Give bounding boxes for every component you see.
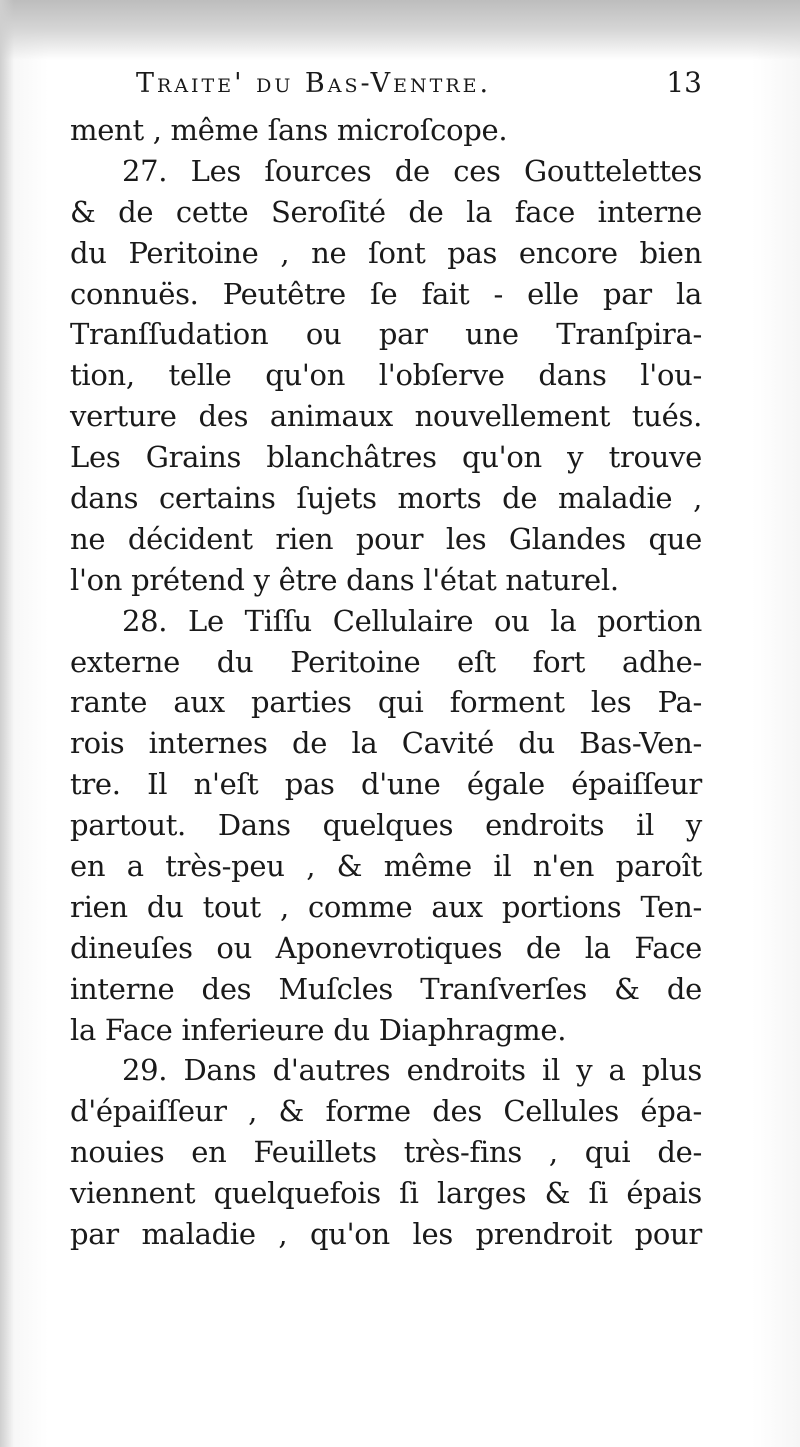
text-line: ment , même ſans microſcope. bbox=[70, 113, 508, 147]
text-line: Tranſſudation ou par une Tranſpira- bbox=[70, 317, 702, 352]
text-line: 29. Dans d'autres endroits il y a plus bbox=[122, 1053, 702, 1088]
running-head bbox=[70, 66, 702, 110]
text-line: connuës. Peutêtre ſe fait - elle par la bbox=[70, 276, 702, 311]
text-line: d'épaiſſeur , & forme des Cellules épa- bbox=[70, 1094, 702, 1129]
text-line: 28. Le Tiſſu Cellulaire ou la portion bbox=[122, 603, 702, 638]
text-line: rien du tout , comme aux portions Ten- bbox=[70, 889, 702, 924]
text-line: & de cette Seroſité de la face interne bbox=[70, 194, 702, 229]
page-number: 13 bbox=[666, 66, 702, 99]
torn-top-edge bbox=[0, 0, 800, 60]
text-line: verture des animaux nouvellement tués. bbox=[70, 399, 702, 434]
text-line: par maladie , qu'on les prendroit pour bbox=[70, 1217, 702, 1252]
page-left-shadow bbox=[0, 0, 14, 1447]
text-line: tion, telle qu'on l'obſerve dans l'ou- bbox=[70, 358, 702, 393]
text-line: externe du Peritoine eſt fort adhe- bbox=[70, 644, 702, 679]
text-line: l'on prétend y être dans l'état naturel. bbox=[70, 562, 619, 597]
text-line: nouies en Feuillets très-fins , qui de- bbox=[70, 1135, 702, 1170]
text-line: du Peritoine , ne ſont pas encore bien bbox=[70, 235, 702, 270]
text-line: rante aux parties qui forment les Pa- bbox=[70, 685, 702, 720]
text-line: Les Grains blanchâtres qu'on y trouve bbox=[70, 440, 702, 475]
text-line: dineuſes ou Aponevrotiques de la Face bbox=[70, 930, 702, 965]
text-line: interne des Muſcles Tranſverſes & de bbox=[70, 971, 702, 1006]
text-line: dans certains ſujets morts de maladie , bbox=[70, 481, 702, 516]
text-line: la Face inferieure du Diaphragme. bbox=[70, 1012, 567, 1047]
body-text bbox=[70, 110, 702, 1255]
text-line: viennent quelquefois ſi larges & ſi épais bbox=[70, 1176, 702, 1211]
text-line: rois internes de la Cavité du Bas-Ven- bbox=[70, 726, 702, 761]
text-line: 27. Les ſources de ces Gouttelettes bbox=[122, 153, 702, 188]
running-head-title: Traite' du Bas-Ventre. bbox=[136, 68, 492, 99]
text-line: tre. Il n'eſt pas d'une égale épaiſſeur bbox=[70, 767, 702, 802]
text-block bbox=[70, 66, 702, 1255]
text-line: en a très-peu , & même il n'en paroît bbox=[70, 849, 702, 884]
text-line: ne décident rien pour les Glandes que bbox=[70, 521, 702, 556]
text-line: partout. Dans quelques endroits il y bbox=[70, 808, 702, 843]
